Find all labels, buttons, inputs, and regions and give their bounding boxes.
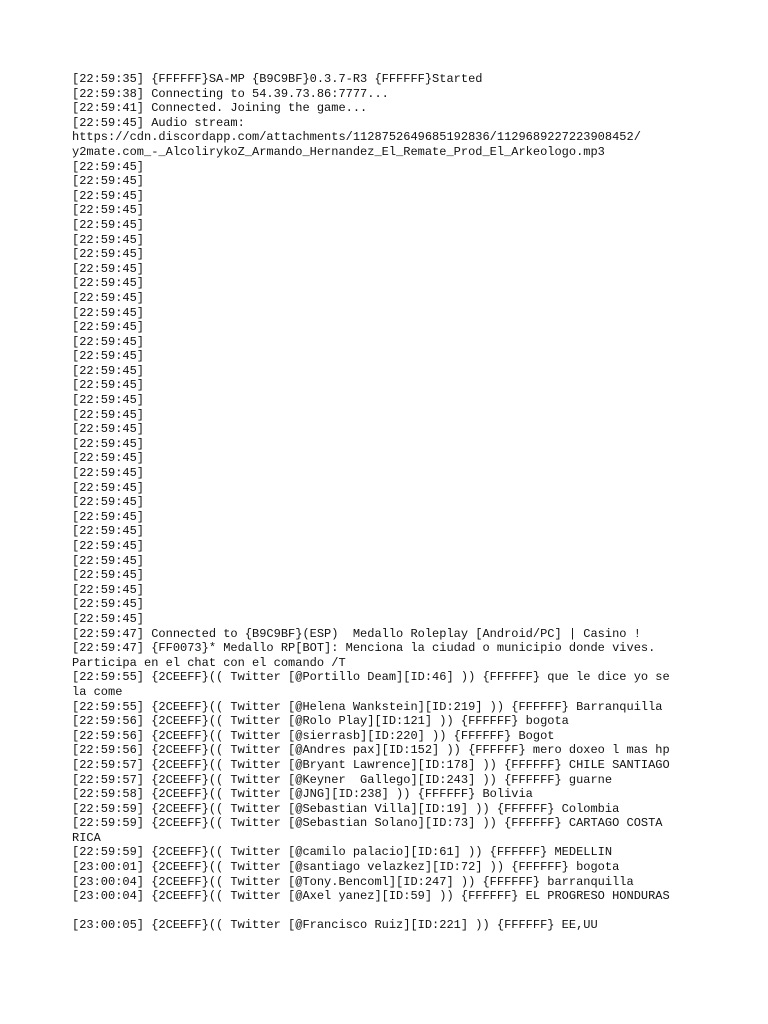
log-line: [22:59:45] [72,393,145,408]
log-line: RICA [72,830,101,845]
log-line: [22:59:45] [72,349,145,364]
log-line: Participa en el chat con el comando /T [72,655,346,670]
log-line: https://cdn.discordapp.com/attachments/1128752649685192836/1129689227223908452/ [72,130,641,145]
log-line: [22:59:41] Connected. Joining the game... [72,101,368,116]
log-line: [23:00:05] {2CEEFF}(( Twitter [@Francisco Ruiz][ID:221] )) {FFFFFF} EE,UU [72,918,598,933]
log-line: [22:59:45] [72,320,145,335]
log-line: [22:59:45] [72,466,145,481]
log-line: [22:59:45] [72,290,145,305]
log-line: [22:59:45] [72,247,145,262]
chat-log [72,72,704,933]
log-line: [22:59:45] [72,174,145,189]
log-line: [22:59:45] Audio stream: [72,115,245,130]
log-line: [23:00:04] {2CEEFF}(( Twitter [@Tony.Bencoml][ID:247] )) {FFFFFF} barranquilla [72,874,634,889]
log-line: [22:59:55] {2CEEFF}(( Twitter [@Helena Wankstein][ID:219] )) {FFFFFF} Barranquilla [72,699,663,714]
log-line: [22:59:57] {2CEEFF}(( Twitter [@Bryant Lawrence][ID:178] )) {FFFFFF} CHILE SANTIAGO [72,757,670,772]
log-line: [22:59:56] {2CEEFF}(( Twitter [@Rolo Play][ID:121] )) {FFFFFF} bogota [72,714,569,729]
log-line: [22:59:45] [72,232,145,247]
log-line: [22:59:38] Connecting to 54.39.73.86:7777... [72,86,389,101]
log-line: [22:59:47] Connected to {B9C9BF}(ESP) Medallo Roleplay [Android/PC] | Casino ! [72,626,641,641]
log-line: [22:59:56] {2CEEFF}(( Twitter [@Andres pax][ID:152] )) {FFFFFF} mero doxeo l mas hp [72,743,670,758]
log-line: [22:59:45] [72,480,145,495]
log-line: [22:59:45] [72,276,145,291]
log-line: y2mate.com_-_AlcolirykoZ_Armando_Hernandez_El_Remate_Prod_El_Arkeologo.mp3 [72,144,605,159]
log-line [72,904,704,919]
log-line: [22:59:45] [72,407,145,422]
log-line: [22:59:45] [72,305,145,320]
log-line: [22:59:57] {2CEEFF}(( Twitter [@Keyner Gallego][ID:243] )) {FFFFFF} guarne [72,772,613,787]
log-line: [22:59:35] {FFFFFF}SA-MP {B9C9BF}0.3.7-R3 {FFFFFF}Started [72,72,483,86]
log-line: [22:59:45] [72,217,145,232]
log-line: [22:59:45] [72,159,145,174]
log-line: [22:59:59] {2CEEFF}(( Twitter [@Sebastian Villa][ID:19] )) {FFFFFF} Colombia [72,801,620,816]
log-line: [22:59:45] [72,568,145,583]
log-line: [22:59:45] [72,188,145,203]
log-line: [22:59:59] {2CEEFF}(( Twitter [@camilo palacio][ID:61] )) {FFFFFF} MEDELLIN [72,845,613,860]
log-line: [23:00:04] {2CEEFF}(( Twitter [@Axel yanez][ID:59] )) {FFFFFF} EL PROGRESO HONDURAS [72,889,670,904]
log-line: [22:59:56] {2CEEFF}(( Twitter [@sierrasb][ID:220] )) {FFFFFF} Bogot [72,728,555,743]
log-line: [22:59:45] [72,539,145,553]
log-line: la come [72,684,123,699]
log-line: [22:59:45] [72,363,145,378]
log-line: [22:59:47] {FF0073}* Medallo RP[BOT]: Menciona la ciudad o municipio donde vives. [72,641,656,656]
log-line: [22:59:59] {2CEEFF}(( Twitter [@Sebastian Solano][ID:73] )) {FFFFFF} CARTAGO COSTA [72,816,663,831]
log-line: [22:59:58] {2CEEFF}(( Twitter [@JNG][ID:238] )) {FFFFFF} Bolivia [72,787,533,802]
log-line: [22:59:45] [72,495,145,510]
log-line: [22:59:45] [72,436,145,451]
log-line: [22:59:45] [72,509,145,524]
log-line: [22:59:45] [72,597,145,612]
log-line: [22:59:45] [72,261,145,276]
log-line: [22:59:45] [72,378,145,393]
log-line: [22:59:45] [72,611,145,626]
log-line: [22:59:45] [72,203,145,218]
log-line: [22:59:45] [72,451,145,466]
log-line: [22:59:45] [72,553,145,568]
log-line: [22:59:55] {2CEEFF}(( Twitter [@Portillo Deam][ID:46] )) {FFFFFF} que le dice yo se [72,670,670,685]
log-line: [23:00:01] {2CEEFF}(( Twitter [@santiago velazkez][ID:72] )) {FFFFFF} bogota [72,860,620,875]
log-line: [22:59:45] [72,422,145,437]
log-line: [22:59:45] [72,334,145,349]
log-line: [22:59:45] [72,524,145,539]
log-line: [22:59:45] [72,582,145,597]
